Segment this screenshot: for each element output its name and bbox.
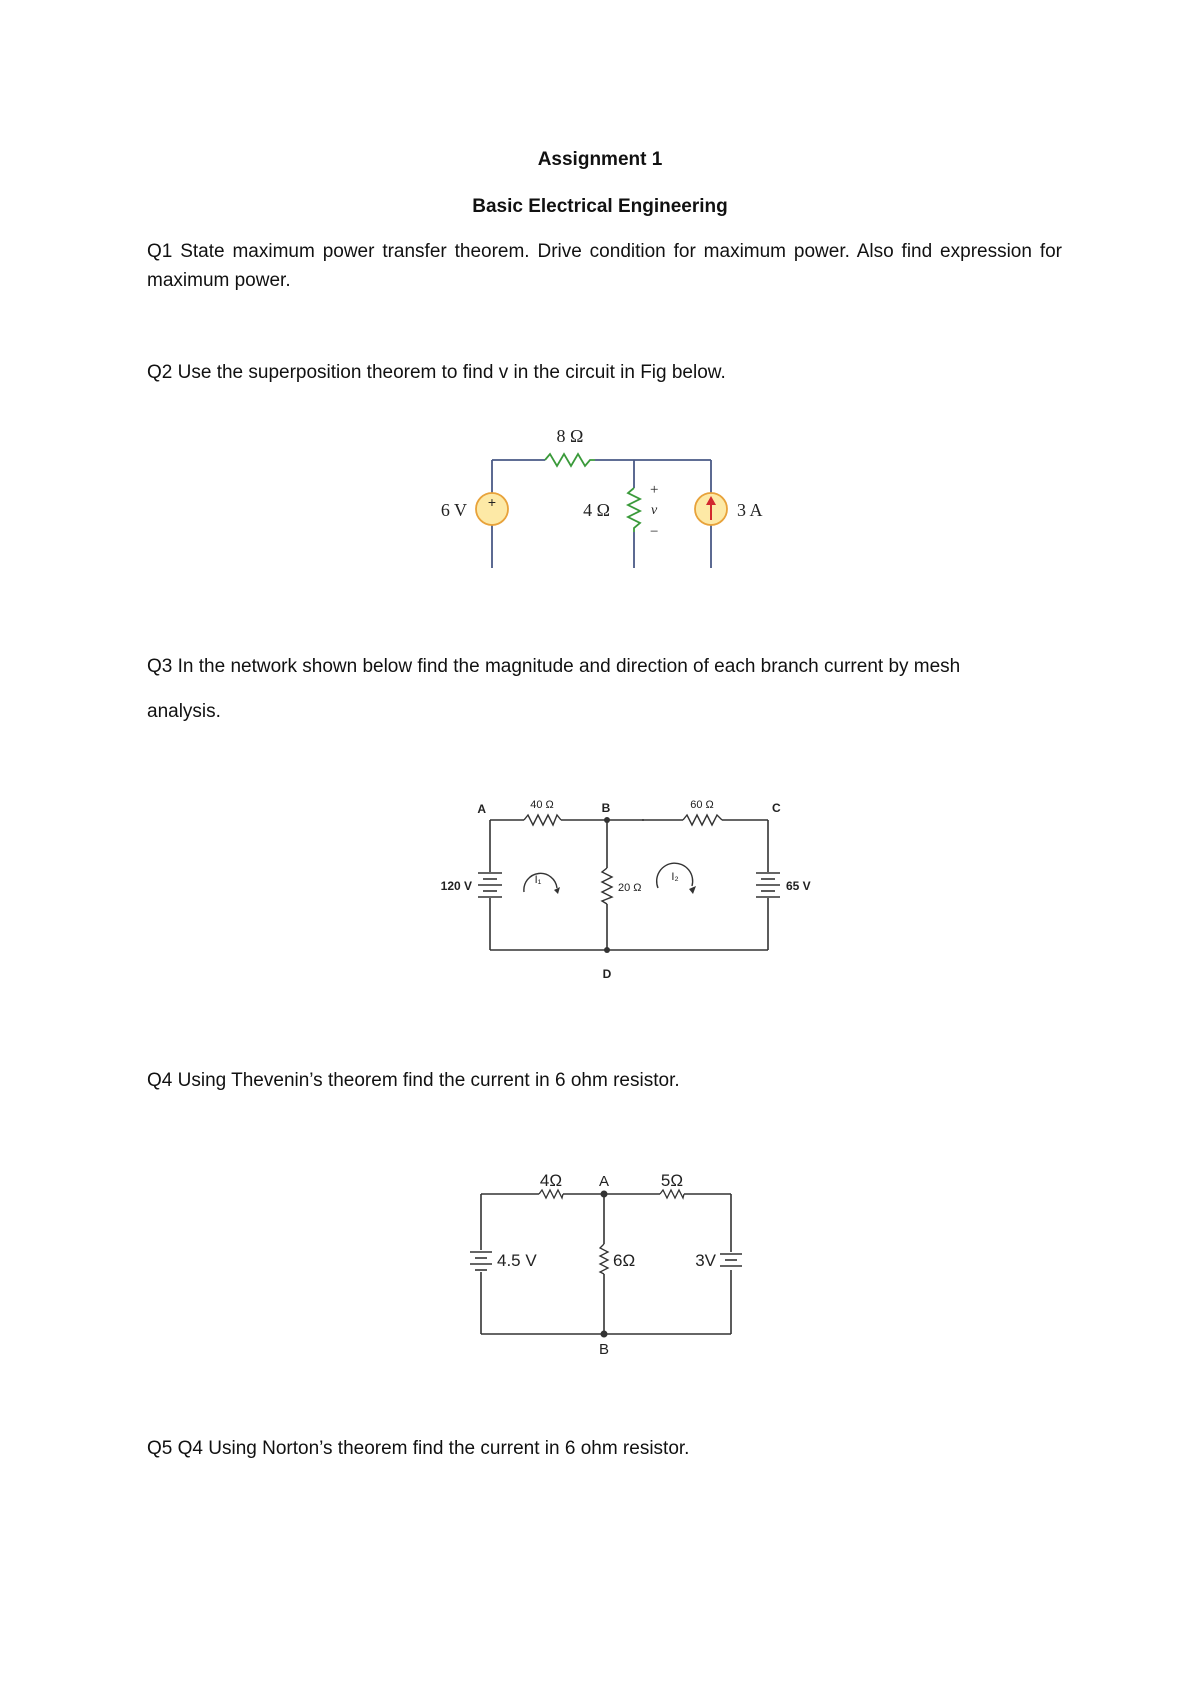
label-120v: 120 V	[440, 879, 472, 893]
label-v-plus: +	[650, 482, 659, 498]
label-60-ohm: 60 Ω	[690, 799, 714, 811]
label-3a: 3 A	[737, 500, 763, 520]
label-node-d: D	[602, 967, 612, 981]
label-i2: I₂	[671, 871, 679, 883]
label-node-b: B	[601, 801, 611, 815]
label-4-ohm: 4Ω	[539, 1171, 563, 1190]
q2-circuit-diagram	[410, 410, 790, 570]
battery-4-5v	[470, 1252, 492, 1270]
current-source-3a	[695, 493, 727, 525]
resistor-8-ohm	[545, 454, 595, 466]
question-1: Q1 State maximum power transfer theorem. Drive condition for maximum power. Also find expression for maximum power.	[147, 241, 1062, 291]
label-i1: I₁	[534, 874, 542, 886]
svg-text:+: +	[487, 494, 497, 510]
label-20-ohm: 20 Ω	[618, 882, 642, 894]
resistor-4-ohm	[628, 488, 640, 532]
label-8-ohm: 8 Ω	[556, 426, 584, 446]
question-4: Q4 Using Thevenin’s theorem find the current in 6 ohm resistor.	[147, 1070, 680, 1091]
node-b-dot	[601, 1331, 608, 1338]
resistor-6-ohm	[600, 1244, 608, 1274]
resistor-40-ohm	[524, 815, 561, 825]
node-b-dot	[604, 817, 610, 823]
battery-120v	[478, 873, 502, 897]
label-65v: 65 V	[786, 879, 811, 893]
question-3-line-2: analysis.	[147, 701, 221, 722]
label-4-ohm: 4 Ω	[583, 500, 610, 520]
label-node-b: B	[598, 1341, 610, 1358]
voltage-source-6v	[476, 493, 508, 525]
label-5-ohm: 5Ω	[660, 1171, 684, 1190]
resistor-60-ohm	[683, 815, 722, 825]
resistor-5-ohm	[660, 1190, 684, 1198]
label-v: v	[651, 503, 658, 518]
node-a-dot	[601, 1191, 608, 1198]
label-node-a: A	[598, 1173, 610, 1190]
node-d-dot	[604, 947, 610, 953]
battery-65v	[756, 873, 780, 897]
page-subtitle: Basic Electrical Engineering	[472, 196, 728, 217]
label-4-5v: 4.5 V	[497, 1251, 537, 1270]
resistor-20-ohm	[602, 868, 612, 904]
label-v-minus: −	[650, 524, 659, 540]
label-node-c: C	[772, 801, 781, 815]
label-40-ohm: 40 Ω	[530, 799, 554, 811]
q3-circuit-diagram	[420, 790, 811, 990]
label-node-a: A	[477, 802, 486, 816]
label-3v: 3V	[695, 1251, 716, 1270]
battery-3v	[720, 1254, 742, 1266]
question-3-line-1: Q3 In the network shown below find the magnitude and direction of each branch current by mesh	[147, 656, 961, 677]
resistor-4-ohm	[539, 1190, 563, 1198]
question-5: Q5 Q4 Using Norton’s theorem find the current in 6 ohm resistor.	[147, 1438, 690, 1459]
question-2: Q2 Use the superposition theorem to find v in the circuit in Fig below.	[147, 362, 726, 383]
page-title: Assignment 1	[537, 149, 663, 170]
q4-circuit-diagram	[450, 1160, 770, 1360]
label-6-ohm: 6Ω	[613, 1251, 636, 1270]
label-6v: 6 V	[440, 500, 467, 520]
